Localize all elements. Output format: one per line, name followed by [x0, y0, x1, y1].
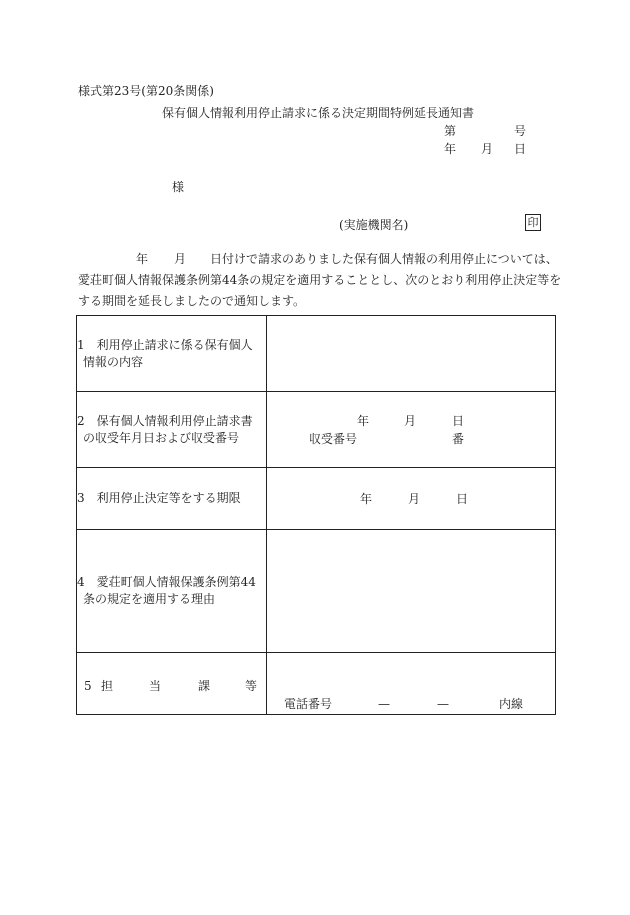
seal-mark: 印	[525, 214, 541, 231]
row-4-label-line-2: 条の規定を適用する理由	[83, 592, 216, 606]
body-line-1-text: 日付けで請求のありました保有個人情報の利用停止については、	[210, 252, 558, 266]
row-3-value	[267, 468, 556, 530]
row-4-label-line-1: 4 愛荘町個人情報保護条例第44	[77, 575, 256, 589]
row-5-char-3: 課	[198, 679, 211, 693]
row-2-day-label: 日	[452, 414, 465, 428]
body-line-3: する期間を延長しましたので通知します。	[78, 294, 306, 308]
row-5-number: 5	[84, 679, 92, 693]
row-1-label-line-1: 1 利用停止請求に係る保有個人	[77, 337, 253, 352]
row-4-label	[77, 530, 267, 653]
row-2-month-label: 月	[404, 414, 417, 428]
row-5-char-2: 当	[149, 679, 162, 693]
row-2-label-line-2: の収受年月日および収受番号	[83, 430, 240, 445]
row-2-year-label: 年	[357, 414, 370, 428]
table-row	[77, 468, 556, 530]
doc-number-suffix: 号	[514, 124, 527, 138]
notice-table	[76, 315, 556, 715]
row-1-label-line-2: 情報の内容	[83, 354, 144, 369]
table-row	[77, 653, 556, 715]
agency-name-placeholder: (実施機関名)	[339, 218, 409, 232]
body-month-label: 月	[174, 252, 187, 266]
row-3-label	[77, 468, 267, 530]
row-1-value	[267, 316, 556, 392]
body-line-2: 愛荘町個人情報保護条例第44条の規定を適用することとし、次のとおり利用停止決定等を	[78, 273, 562, 287]
row-1-label	[77, 316, 267, 392]
row-3-month-label: 月	[408, 492, 421, 506]
row-4-value	[267, 530, 556, 653]
row-3-year-label: 年	[360, 492, 373, 506]
row-2-receipt-suffix: 番	[452, 432, 465, 446]
row-2-receipt-label: 収受番号	[309, 432, 358, 446]
date-day-label: 日	[514, 142, 527, 156]
row-3-day-label: 日	[456, 492, 469, 506]
phone-dash-1: —	[378, 697, 390, 711]
row-2-label-line-1: 2 保有個人情報利用停止請求書	[77, 413, 253, 428]
doc-number-prefix: 第	[444, 124, 457, 138]
table-row	[77, 392, 556, 468]
body-year-label: 年	[136, 252, 149, 266]
addressee-honorific: 様	[172, 180, 185, 194]
document-title: 保有個人情報利用停止請求に係る決定期間特例延長通知書	[162, 106, 475, 120]
table-row	[77, 530, 556, 653]
row-5-char-1: 担	[101, 679, 114, 693]
phone-dash-2: —	[437, 697, 449, 711]
row-2-value	[267, 392, 556, 468]
row-2-label	[77, 392, 267, 468]
row-5-label	[77, 653, 267, 715]
row-5-value	[267, 653, 556, 715]
phone-label: 電話番号	[284, 697, 333, 711]
form-number: 様式第23号(第20条関係)	[78, 84, 214, 98]
extension-label: 内線	[499, 697, 524, 711]
row-5-char-4: 等	[245, 679, 258, 693]
row-3-label-line-1: 3 利用停止決定等をする期限	[77, 491, 241, 505]
table-row	[77, 316, 556, 392]
date-year-label: 年	[444, 142, 457, 156]
date-month-label: 月	[481, 142, 494, 156]
